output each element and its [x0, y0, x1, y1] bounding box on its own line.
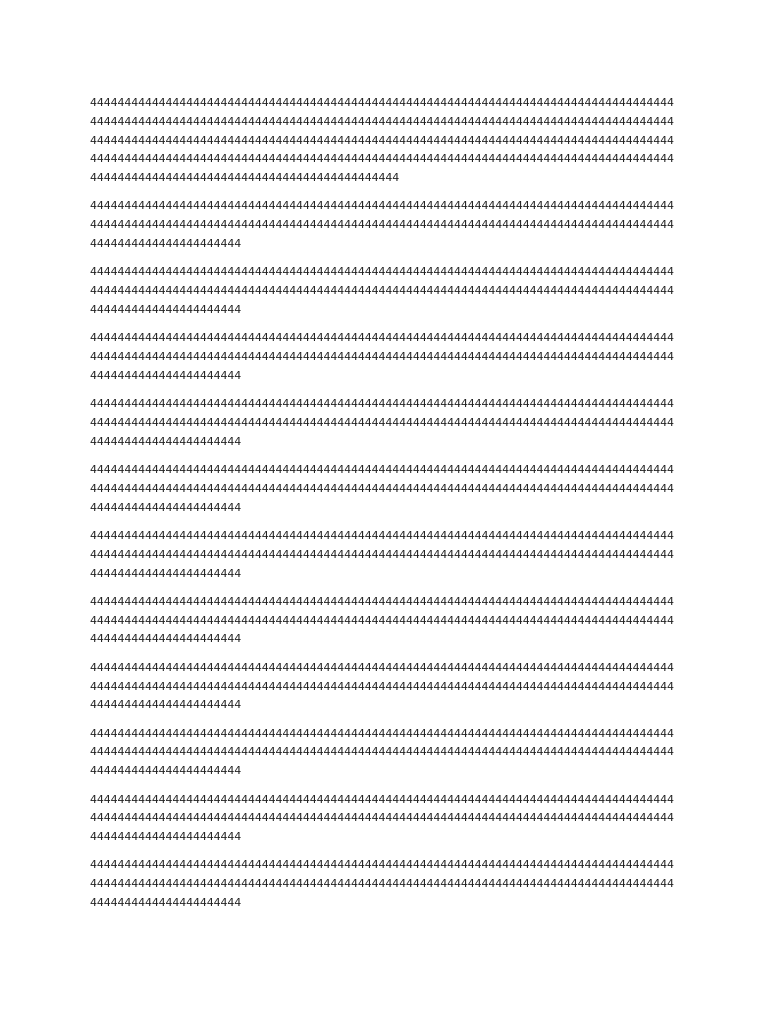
- paragraph: [90, 593, 680, 649]
- text-line: 4444444444444444444444444444444444444444444444444444444444444444444444444444444444444: [90, 792, 674, 806]
- text-line: 4444444444444444444444444444444444444444444444444444444444444444444444444444444444444: [90, 481, 674, 495]
- paragraph: [90, 791, 680, 847]
- text-line: 4444444444444444444444: [90, 302, 242, 316]
- text-line: 4444444444444444444444: [90, 237, 242, 251]
- text-line: 4444444444444444444444444444444444444444444444444444444444444444444444444444444444444: [90, 284, 674, 298]
- paragraph: [90, 329, 680, 385]
- text-line: 444444444444444444444444444444444444444444444: [90, 171, 400, 185]
- text-line: 4444444444444444444444: [90, 830, 242, 844]
- text-line: 4444444444444444444444444444444444444444444444444444444444444444444444444444444444444: [90, 858, 674, 872]
- text-line: 4444444444444444444444: [90, 368, 242, 382]
- text-line: 4444444444444444444444444444444444444444444444444444444444444444444444444444444444444: [90, 463, 674, 477]
- text-line: 4444444444444444444444: [90, 632, 242, 646]
- text-line: 4444444444444444444444444444444444444444444444444444444444444444444444444444444444444: [90, 528, 674, 542]
- text-line: 4444444444444444444444444444444444444444444444444444444444444444444444444444444444444: [90, 613, 674, 627]
- paragraph: [90, 94, 680, 188]
- text-line: 4444444444444444444444444444444444444444444444444444444444444444444444444444444444444: [90, 397, 674, 411]
- text-line: 4444444444444444444444444444444444444444444444444444444444444444444444444444444444444: [90, 745, 674, 759]
- text-line: 4444444444444444444444444444444444444444444444444444444444444444444444444444444444444: [90, 679, 674, 693]
- paragraph: [90, 263, 680, 319]
- paragraph: [90, 527, 680, 583]
- text-line: 4444444444444444444444444444444444444444444444444444444444444444444444444444444444444: [90, 96, 674, 109]
- text-line: 4444444444444444444444: [90, 698, 242, 712]
- text-line: 4444444444444444444444444444444444444444444444444444444444444444444444444444444444444: [90, 265, 674, 279]
- text-line: 4444444444444444444444444444444444444444444444444444444444444444444444444444444444444: [90, 350, 674, 364]
- text-line: 4444444444444444444444444444444444444444444444444444444444444444444444444444444444444: [90, 726, 674, 740]
- text-line: 4444444444444444444444444444444444444444444444444444444444444444444444444444444444444: [90, 199, 674, 213]
- text-line: 4444444444444444444444444444444444444444444444444444444444444444444444444444444444444: [90, 594, 674, 608]
- text-line: 4444444444444444444444: [90, 764, 242, 778]
- text-line: 4444444444444444444444: [90, 434, 242, 448]
- text-line: 4444444444444444444444444444444444444444444444444444444444444444444444444444444444444: [90, 331, 674, 345]
- text-line: 4444444444444444444444444444444444444444444444444444444444444444444444444444444444444: [90, 877, 674, 891]
- text-line: 4444444444444444444444444444444444444444444444444444444444444444444444444444444444444: [90, 660, 674, 674]
- text-line: 4444444444444444444444444444444444444444444444444444444444444444444444444444444444444: [90, 415, 674, 429]
- text-line: 4444444444444444444444: [90, 500, 242, 514]
- text-line: 4444444444444444444444444444444444444444444444444444444444444444444444444444444444444: [90, 547, 674, 561]
- paragraph: [90, 725, 680, 781]
- paragraph: [90, 856, 680, 912]
- paragraph: [90, 197, 680, 253]
- text-line: 4444444444444444444444: [90, 895, 242, 909]
- text-line: 4444444444444444444444444444444444444444444444444444444444444444444444444444444444444: [90, 152, 674, 166]
- paragraph: [90, 395, 680, 451]
- text-line: 4444444444444444444444444444444444444444444444444444444444444444444444444444444444444: [90, 218, 674, 232]
- paragraph: [90, 461, 680, 517]
- text-line: 4444444444444444444444444444444444444444444444444444444444444444444444444444444444444: [90, 114, 674, 128]
- text-line: 4444444444444444444444444444444444444444444444444444444444444444444444444444444444444: [90, 811, 674, 825]
- text-line: 4444444444444444444444: [90, 566, 242, 580]
- document-page: [90, 94, 680, 922]
- text-line: 4444444444444444444444444444444444444444444444444444444444444444444444444444444444444: [90, 133, 674, 147]
- paragraph: [90, 659, 680, 715]
